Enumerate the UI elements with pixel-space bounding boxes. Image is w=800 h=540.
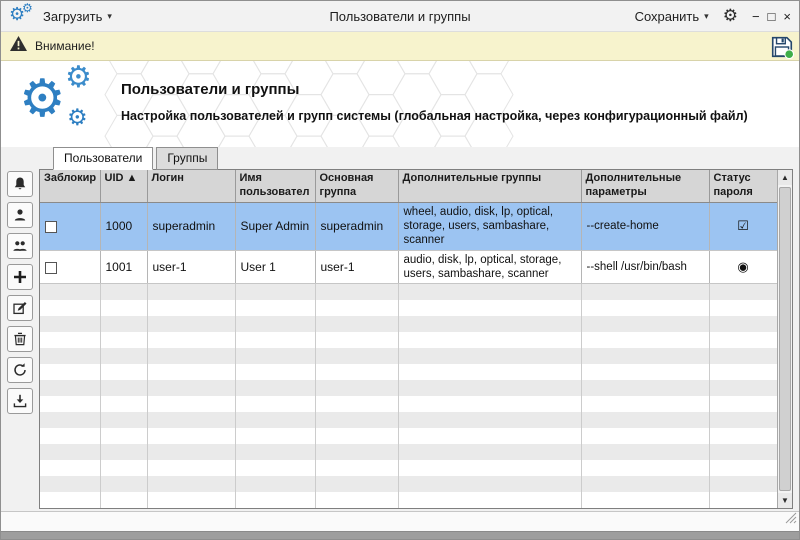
- empty-row: [40, 380, 777, 396]
- chevron-down-icon: ▾: [704, 10, 709, 21]
- user-group-icon: [12, 238, 28, 254]
- app-logo-gears-icon: ⚙ ⚙ ⚙: [19, 61, 92, 131]
- import-button[interactable]: [7, 388, 33, 414]
- title-bar: [1, 1, 799, 31]
- empty-row: [40, 300, 777, 316]
- settings-gear-icon[interactable]: ⚙: [722, 5, 738, 26]
- page-title: Пользователи и группы: [121, 81, 300, 98]
- sort-ascending-icon: ▲: [126, 172, 138, 184]
- warning-icon: [9, 35, 28, 57]
- empty-row: [40, 492, 777, 508]
- notifications-button[interactable]: [7, 171, 33, 197]
- empty-row: [40, 316, 777, 332]
- primary-group-cell: superadmin: [315, 202, 398, 250]
- extra-groups-cell: audio, disk, lp, optical, storage, users, sambashare, scanner: [398, 250, 581, 284]
- column-header-extra-params[interactable]: Дополнительные параметры: [581, 170, 709, 202]
- user-group-button[interactable]: [7, 233, 33, 259]
- table-row[interactable]: [40, 202, 777, 250]
- window-bottom-edge: [1, 531, 799, 539]
- primary-group-cell: user-1: [315, 250, 398, 284]
- blocked-checkbox[interactable]: [45, 221, 57, 233]
- extra-params-cell: --shell /usr/bin/bash: [581, 250, 709, 284]
- extra-groups-cell: wheel, audio, disk, lp, optical, storage, users, sambashare, scanner: [398, 202, 581, 250]
- trash-icon: [12, 331, 28, 347]
- table-header-row: [40, 170, 777, 202]
- add-button[interactable]: [7, 264, 33, 290]
- window-title: Пользователи и группы: [329, 8, 471, 24]
- tab-users[interactable]: Пользователи: [53, 147, 153, 170]
- refresh-icon: [12, 362, 28, 378]
- status-bar: [1, 511, 799, 531]
- save-file-button[interactable]: [770, 35, 794, 59]
- chevron-down-icon: ▾: [107, 10, 112, 21]
- warning-banner: [1, 31, 799, 61]
- extra-params-cell: --create-home: [581, 202, 709, 250]
- uid-cell: 1000: [100, 202, 147, 250]
- page-header: [1, 61, 799, 147]
- empty-row: [40, 444, 777, 460]
- scrollbar-thumb[interactable]: [779, 187, 791, 491]
- tab-groups[interactable]: Группы: [156, 147, 218, 170]
- login-cell: user-1: [147, 250, 235, 284]
- delete-button[interactable]: [7, 326, 33, 352]
- empty-row: [40, 364, 777, 380]
- plus-icon: [12, 269, 28, 285]
- column-header-primary-group[interactable]: Основная группа: [315, 170, 398, 202]
- empty-row: [40, 460, 777, 476]
- column-header-blocked[interactable]: Заблокир: [40, 170, 100, 202]
- empty-row: [40, 332, 777, 348]
- name-cell: Super Admin: [235, 202, 315, 250]
- user-icon: [12, 207, 28, 223]
- resize-grip[interactable]: [785, 511, 797, 529]
- uid-cell: 1001: [100, 250, 147, 284]
- table-row[interactable]: [40, 250, 777, 284]
- column-header-password-status[interactable]: Статус пароля: [709, 170, 777, 202]
- column-header-extra-groups[interactable]: Дополнительные группы: [398, 170, 581, 202]
- empty-row: [40, 412, 777, 428]
- empty-row: [40, 396, 777, 412]
- side-toolbar: [1, 169, 39, 414]
- bell-icon: [12, 176, 28, 192]
- empty-row: [40, 284, 777, 300]
- users-table-frame: [39, 169, 793, 509]
- app-gears-icon: ⚙ ⚙: [9, 1, 33, 25]
- warning-text: Внимание!: [35, 39, 95, 53]
- pencil-icon: [12, 300, 28, 316]
- empty-row: [40, 476, 777, 492]
- scroll-up-button[interactable]: ▲: [778, 170, 792, 185]
- save-button-label: Сохранить: [634, 8, 700, 24]
- edit-button[interactable]: [7, 295, 33, 321]
- empty-row: [40, 428, 777, 444]
- refresh-button[interactable]: [7, 357, 33, 383]
- user-button[interactable]: [7, 202, 33, 228]
- load-button[interactable]: [43, 9, 112, 24]
- minimize-button[interactable]: −: [751, 8, 760, 24]
- column-header-name[interactable]: Имя пользовател: [235, 170, 315, 202]
- login-cell: superadmin: [147, 202, 235, 250]
- save-button[interactable]: [635, 9, 709, 24]
- users-table: [40, 170, 778, 508]
- column-header-login[interactable]: Логин: [147, 170, 235, 202]
- load-button-label: Загрузить: [43, 8, 103, 24]
- import-icon: [12, 393, 28, 409]
- close-button[interactable]: ×: [783, 8, 791, 24]
- column-header-uid[interactable]: UID ▲: [100, 170, 147, 202]
- password-status-cell[interactable]: ☑: [709, 202, 777, 250]
- scroll-down-button[interactable]: ▼: [778, 493, 792, 508]
- floppy-disk-icon: [770, 35, 794, 59]
- empty-row: [40, 348, 777, 364]
- tab-bar: [1, 147, 799, 169]
- password-status-cell[interactable]: ◉: [709, 250, 777, 284]
- main-content: [1, 169, 799, 511]
- page-subtitle: Настройка пользователей и групп системы (глобальная настройка, через конфигурационный файл): [121, 109, 748, 123]
- maximize-button[interactable]: □: [767, 8, 776, 24]
- name-cell: User 1: [235, 250, 315, 284]
- scrollbar-track[interactable]: [778, 185, 792, 493]
- vertical-scrollbar[interactable]: [777, 170, 792, 508]
- blocked-checkbox[interactable]: [45, 262, 57, 274]
